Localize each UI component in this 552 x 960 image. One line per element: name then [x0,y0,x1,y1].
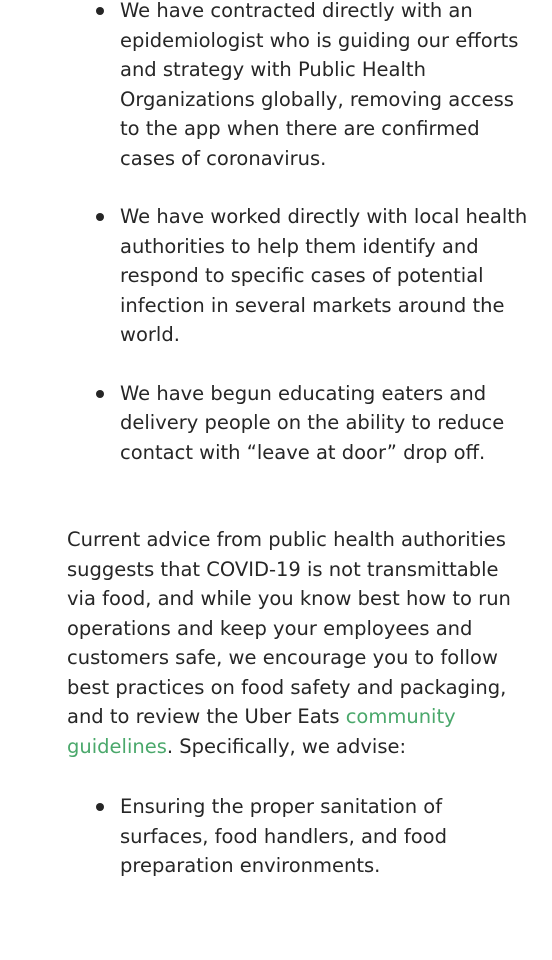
bullet-icon [96,803,104,811]
paragraph-text-before-link: Current advice from public health authorities suggests that COVID-19 is not transmittable via food, and while you know best how to run operations and keep your employees and customers safe, we encourage you to follow best practices on food safety and packaging, and to review the Uber Eats [67,528,511,728]
list-item [0,379,552,468]
measures-list [0,0,552,467]
bullet-icon [96,390,104,398]
advice-list [0,792,552,881]
advice-paragraph [0,525,552,761]
paragraph-text-after-link: . Specifically, we advise: [166,734,407,758]
bullet-icon [96,7,104,15]
list-item [0,0,552,173]
list-item-text: Ensuring the proper sanitation of surfaces, food handlers, and food preparation environments. [120,795,447,877]
list-item-text: We have begun educating eaters and delivery people on the ability to reduce contact with “leave at door” drop off. [120,381,505,464]
list-item [0,202,552,350]
list-item-text: We have worked directly with local health authorities to help them identify and respond to specific cases of potential infection in several markets around the world. [120,205,528,346]
list-item-text: We have contracted directly with an epidemiologist who is guiding our efforts and strategy with Public Health Organizations globally, removing access to the app when there are confirmed cases of coronavirus. [120,0,519,170]
community-guidelines-link[interactable]: community guidelines [67,705,456,758]
list-item [0,792,552,881]
bullet-icon [96,213,104,221]
